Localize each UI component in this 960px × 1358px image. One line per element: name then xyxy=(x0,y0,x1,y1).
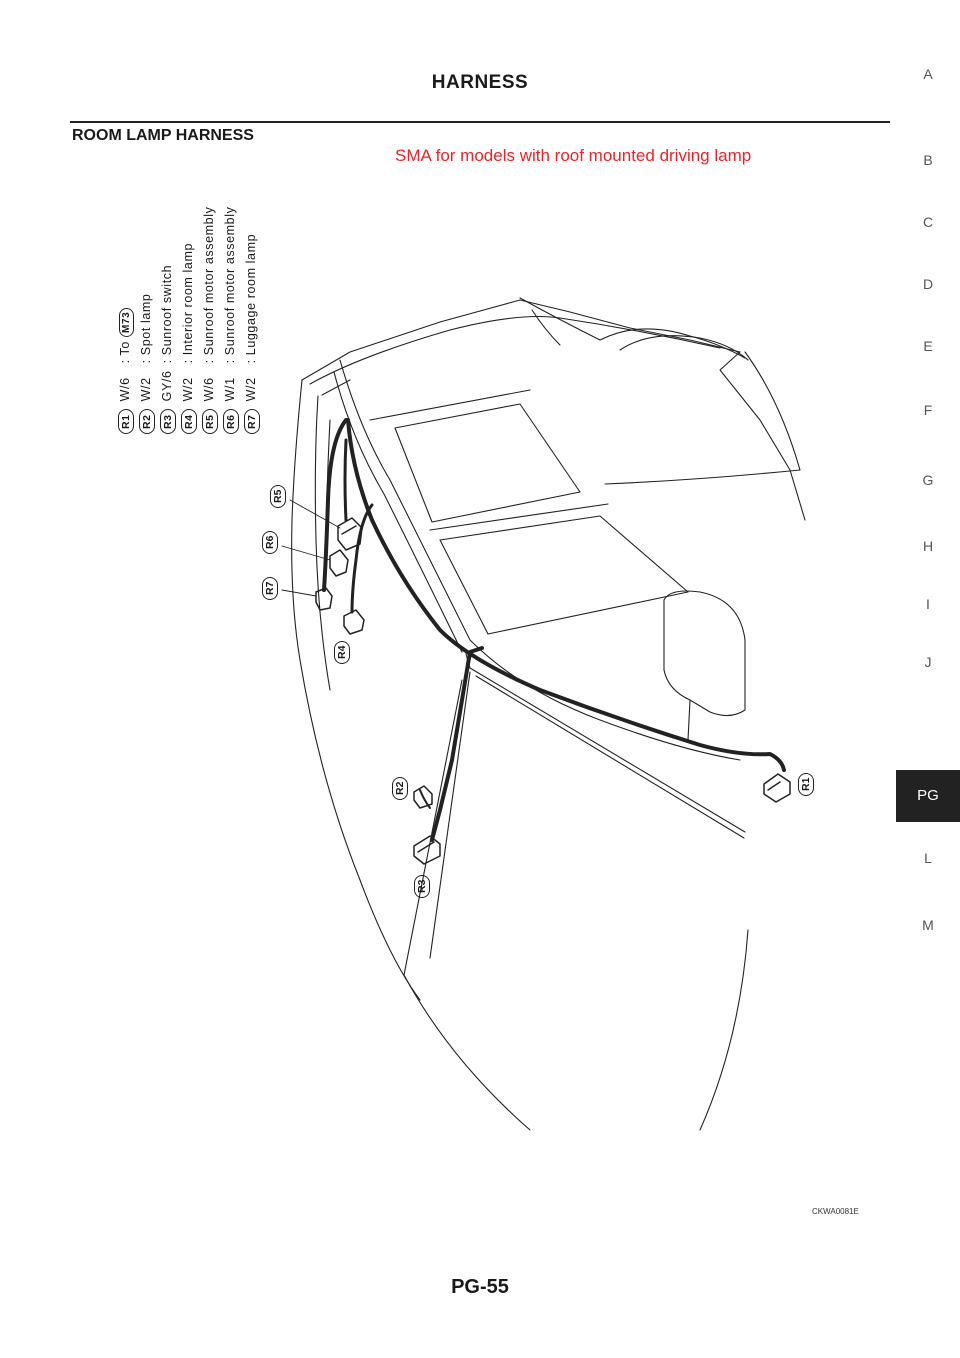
legend-wire: W/6 xyxy=(202,377,216,402)
legend-id: R1 xyxy=(118,409,134,434)
legend-row-r5 xyxy=(202,207,218,434)
connector-r6 xyxy=(330,550,348,576)
tab-g[interactable]: G xyxy=(922,472,934,488)
connector-r5 xyxy=(338,518,362,550)
tab-a[interactable]: A xyxy=(923,66,933,82)
a-pillar xyxy=(466,654,745,832)
legend-sep: : xyxy=(139,359,153,364)
tab-h[interactable]: H xyxy=(922,538,934,554)
roof-rail xyxy=(310,317,560,385)
legend-desc-prefix: To xyxy=(118,341,132,356)
legend-id: R3 xyxy=(160,409,176,434)
page-number: PG-55 xyxy=(451,1276,509,1298)
roof-outline xyxy=(302,300,805,520)
side-mirror xyxy=(664,591,745,716)
callout-r3: R3 xyxy=(412,867,430,898)
harness-main xyxy=(348,420,784,770)
legend-row-r2 xyxy=(139,294,155,434)
legend-id: R2 xyxy=(139,409,155,434)
legend-sep: : xyxy=(118,359,132,364)
legend-desc: Spot lamp xyxy=(139,293,153,356)
legend-sep: : xyxy=(181,359,195,364)
tab-m[interactable]: M xyxy=(922,917,934,933)
harness-upper-branch xyxy=(324,420,346,590)
legend-row-r7 xyxy=(244,234,260,434)
legend-wire: W/2 xyxy=(139,377,153,402)
legend-id: R7 xyxy=(244,409,260,434)
legend-wire: W/2 xyxy=(181,377,195,402)
legend-wire: W/2 xyxy=(244,377,258,402)
section-title: ROOM LAMP HARNESS xyxy=(72,127,254,144)
callout-r6: R6 xyxy=(260,523,278,554)
tab-pg[interactable]: PG xyxy=(896,770,960,822)
legend-wire: W/1 xyxy=(223,377,237,402)
legend-id: R5 xyxy=(202,409,218,434)
figure-id: CKWA0081E xyxy=(812,1207,859,1216)
callout-r2: R2 xyxy=(390,769,408,800)
callout-r4: R4 xyxy=(332,633,350,664)
harness-r2-r3-branch xyxy=(432,648,482,840)
connector-r4 xyxy=(344,610,364,634)
tab-e[interactable]: E xyxy=(923,338,933,354)
roof-side-edge xyxy=(340,360,740,760)
legend-row-r3 xyxy=(160,265,176,434)
tab-i[interactable]: I xyxy=(926,596,930,612)
legend-wire: W/6 xyxy=(118,377,132,402)
legend-sep: : xyxy=(160,359,174,364)
legend-row-r4 xyxy=(181,243,197,434)
legend-desc: Sunroof motor assembly xyxy=(202,206,216,356)
tab-l[interactable]: L xyxy=(924,850,932,866)
page-title: HARNESS xyxy=(431,72,529,93)
roof-front-edge xyxy=(560,318,720,348)
sunroof-front-glass xyxy=(440,516,688,634)
tab-f[interactable]: F xyxy=(923,402,933,418)
connector-badge: M73 xyxy=(119,308,134,337)
legend-desc: Interior room lamp xyxy=(181,242,195,356)
legend-desc: Sunroof switch xyxy=(160,264,174,356)
legend-sep: : xyxy=(202,359,216,364)
tab-b[interactable]: B xyxy=(923,152,933,168)
sma-note: SMA for models with roof mounted driving lamp xyxy=(395,146,752,165)
callout-r1: R1 xyxy=(796,765,814,796)
tab-d[interactable]: D xyxy=(922,276,934,292)
legend-desc: Sunroof motor assembly xyxy=(223,206,237,356)
callout-r7: R7 xyxy=(260,569,278,600)
tab-j[interactable]: J xyxy=(924,654,932,670)
connector-r1 xyxy=(764,774,790,802)
body-lower-left xyxy=(404,975,530,1130)
callout-r5: R5 xyxy=(268,477,286,508)
legend-row-r1 xyxy=(118,308,134,434)
legend-sep: : xyxy=(244,359,258,364)
legend-desc: Luggage room lamp xyxy=(244,233,258,356)
body-lower-right xyxy=(700,930,748,1130)
tab-c[interactable]: C xyxy=(922,214,934,230)
legend-id: R4 xyxy=(181,409,197,434)
sunroof-rear-glass xyxy=(395,404,580,522)
legend-id: R6 xyxy=(223,409,239,434)
legend-row-r6 xyxy=(223,207,239,434)
legend-sep: : xyxy=(223,359,237,364)
legend-wire: GY/6 xyxy=(160,370,174,402)
